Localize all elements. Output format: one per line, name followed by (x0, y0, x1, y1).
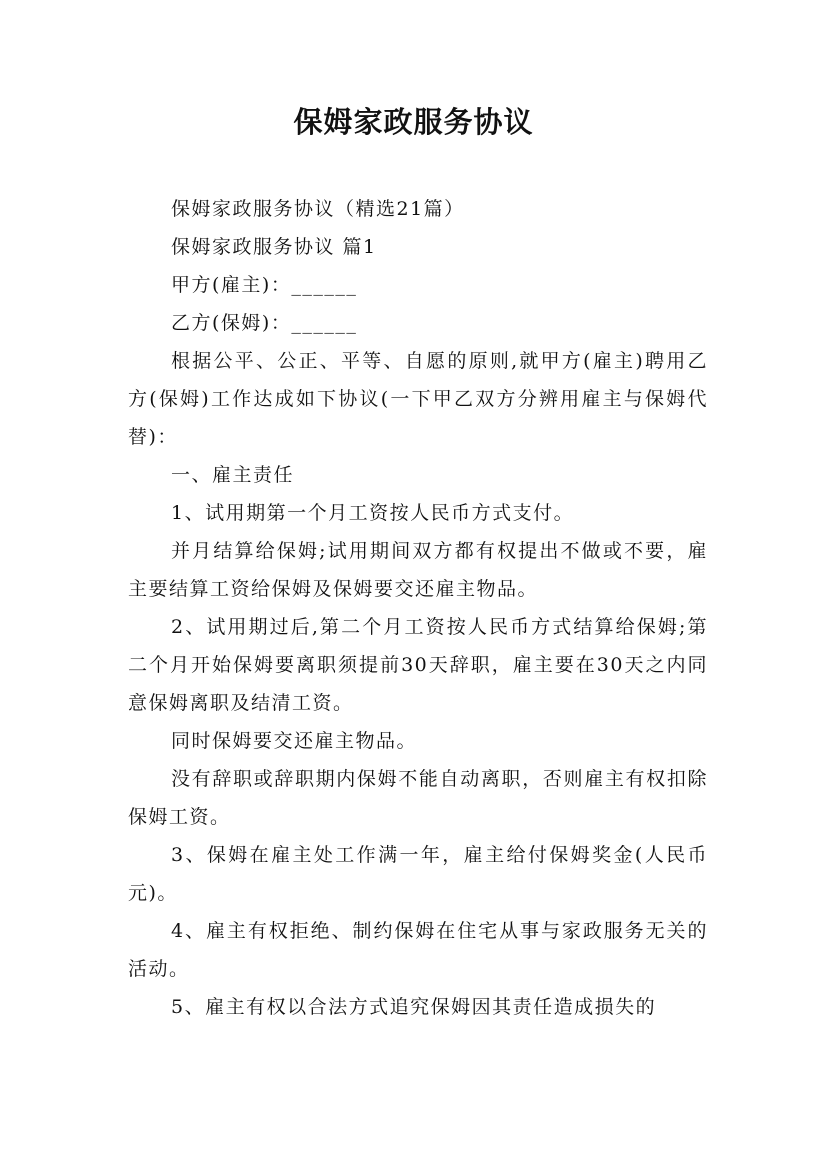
clause-paragraph: 同时保姆要交还雇主物品。 (171, 730, 418, 752)
clause-paragraph: 没有辞职或辞职期内保姆不能自动离职，否则雇主有权扣除保姆工资。 (128, 768, 708, 828)
intro-paragraph: 根据公平、公正、平等、自愿的原则,就甲方(雇主)聘用乙方(保姆)工作达成如下协议(一下甲乙双方分辨用雇主与保姆代替)： (128, 350, 708, 448)
document-body (128, 190, 708, 1026)
section-heading: 保姆家政服务协议 篇1 (171, 236, 377, 258)
clause-paragraph: 3、保姆在雇主处工作满一年，雇主给付保姆奖金(人民币元)。 (128, 844, 708, 904)
clause-paragraph: 4、雇主有权拒绝、制约保姆在住宅从事与家政服务无关的活动。 (128, 920, 708, 980)
clause-paragraph: 1、试用期第一个月工资按人民币方式支付。 (171, 502, 575, 524)
clause-paragraph: 并月结算给保姆;试用期间双方都有权提出不做或不要，雇主要结算工资给保姆及保姆要交还雇主物品。 (128, 540, 708, 600)
clause-paragraph: 2、试用期过后,第二个月工资按人民币方式结算给保姆;第二个月开始保姆要离职须提前30天辞职，雇主要在30天之内同意保姆离职及结清工资。 (128, 616, 708, 714)
document-title: 保姆家政服务协议 (293, 105, 534, 139)
party-a-line: 甲方(雇主)：______ (171, 274, 358, 296)
clause-paragraph: 5、雇主有权以合法方式追究保姆因其责任造成损失的 (171, 996, 657, 1018)
subtitle-paragraph: 保姆家政服务协议（精选21篇） (171, 198, 465, 220)
clause-heading: 一、雇主责任 (171, 464, 295, 486)
party-b-line: 乙方(保姆)：______ (171, 312, 358, 334)
